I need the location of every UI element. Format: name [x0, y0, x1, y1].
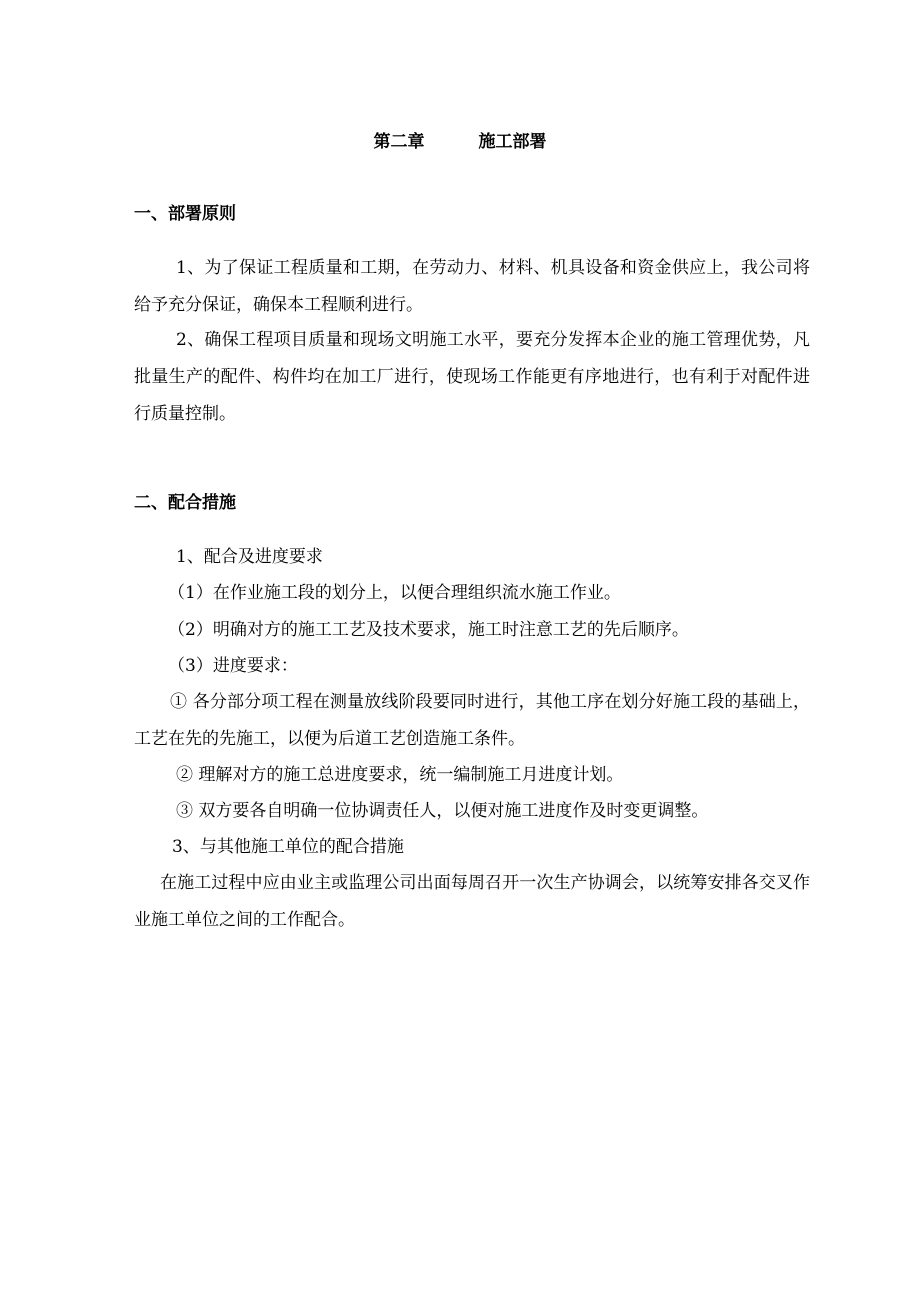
chapter-name: 施工部署: [478, 132, 547, 152]
circled-item-3: ③ 双方要各自明确一位协调责任人，以便对施工进度作及时变更调整。: [176, 801, 709, 821]
paragraph-principle-1: 1、为了保证工程质量和工期，在劳动力、材料、机具设备和资金供应上，我公司将给予充分保证，确保本工程顺利进行。: [134, 258, 810, 315]
paragraph-principle-2: 2、确保工程项目质量和现场文明施工水平，要充分发挥本企业的施工管理优势，凡批量生产的配件、构件均在加工厂进行，使现场工作能更有序地进行，也有利于对配件进行质量控制。: [134, 330, 810, 424]
circled-item-1: ① 各分部分项工程在测量放线阶段要同时进行，其他工序在划分好施工段的基础上，工艺在先的先施工，以便为后道工艺创造施工条件。: [134, 692, 810, 749]
subheading-coordination-schedule: 1、配合及进度要求: [176, 547, 323, 567]
subheading-other-units: 3、与其他施工单位的配合措施: [172, 837, 404, 857]
chapter-number: 第二章: [373, 132, 425, 152]
list-item-2: （2）明确对方的施工工艺及技术要求，施工时注意工艺的先后顺序。: [168, 620, 689, 640]
section-heading-coordination-measures: 二、配合措施: [134, 493, 236, 513]
section-heading-deployment-principles: 一、部署原则: [134, 204, 236, 224]
chapter-title: [0, 128, 920, 156]
list-item-1: （1）在作业施工段的划分上，以便合理组织流水施工作业。: [168, 583, 621, 603]
paragraph-closing: 在施工过程中应由业主或监理公司出面每周召开一次生产协调会，以统筹安排各交叉作业施工单位之间的工作配合。: [134, 873, 810, 930]
circled-item-2: ② 理解对方的施工总进度要求，统一编制施工月进度计划。: [176, 765, 624, 785]
list-item-3: （3）进度要求：: [168, 656, 298, 676]
